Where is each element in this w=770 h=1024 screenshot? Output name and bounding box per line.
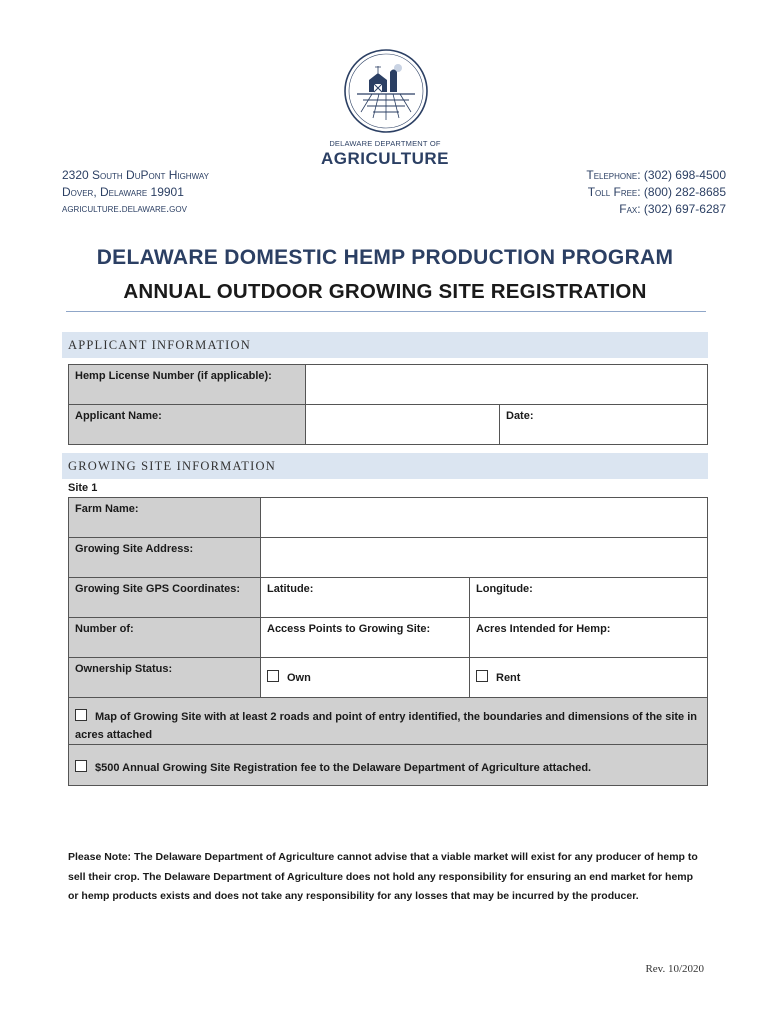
own-checkbox[interactable] [267, 670, 279, 682]
acres-label: Acres Intended for Hemp: [476, 623, 611, 635]
date-field[interactable] [499, 404, 708, 445]
ownership-label: Ownership Status: [68, 657, 261, 698]
growing-site-section-header: GROWING SITE INFORMATION [62, 453, 708, 479]
revision-date: Rev. 10/2020 [645, 963, 704, 975]
farm-name-field[interactable] [260, 497, 708, 538]
program-title: DELAWARE DOMESTIC HEMP PRODUCTION PROGRAM [96, 246, 674, 269]
gps-label: Growing Site GPS Coordinates: [68, 577, 261, 618]
title-divider [66, 311, 706, 312]
website: agriculture.delaware.gov [62, 203, 187, 215]
own-option[interactable] [260, 657, 470, 698]
mailing-address [62, 167, 209, 218]
access-points-field[interactable] [260, 617, 470, 658]
own-label: Own [287, 672, 311, 684]
license-number-label: Hemp License Number (if applicable): [68, 364, 306, 405]
applicant-name-field[interactable] [305, 404, 500, 445]
disclaimer-note: Please Note: The Delaware Department of Agriculture cannot advise that a viable market will exist for any producer of hemp to sell their crop. The Delaware Department of Agriculture does not hold any responsibility for ensuring an end market for hemp or hemp products exists and does not take any responsibility for any losses that may be incurred by the producer. [68, 851, 698, 902]
address-line-1: 2320 South DuPont Highway [62, 168, 209, 182]
agriculture-seal-logo [343, 48, 429, 134]
latitude-label: Latitude: [267, 583, 314, 595]
fee-attachment-item[interactable] [68, 744, 708, 786]
site-address-label: Growing Site Address: [68, 537, 261, 578]
agency-name-large: AGRICULTURE [321, 149, 449, 168]
map-attachment-item[interactable] [68, 697, 708, 745]
acres-field[interactable] [469, 617, 708, 658]
rent-option[interactable] [469, 657, 708, 698]
fee-attachment-label: $500 Annual Growing Site Registration fee to the Delaware Department of Agriculture attached. [95, 762, 592, 774]
telephone: Telephone: (302) 698-4500 [586, 168, 726, 182]
rent-label: Rent [496, 672, 521, 684]
access-points-label: Access Points to Growing Site: [267, 623, 431, 635]
map-attachment-label: Map of Growing Site with at least 2 roads and point of entry identified, the boundaries and dimensions of the site in acres attached [75, 711, 697, 741]
toll-free: Toll Free: (800) 282-8685 [587, 185, 726, 199]
agency-name-small: DELAWARE DEPARTMENT OF [329, 139, 441, 148]
contact-info [586, 167, 726, 218]
fee-checkbox[interactable] [75, 760, 87, 772]
date-label: Date: [506, 410, 534, 422]
address-line-2: Dover, Delaware 19901 [62, 185, 184, 199]
number-of-label: Number of: [68, 617, 261, 658]
longitude-label: Longitude: [476, 583, 533, 595]
site-number-label: Site 1 [68, 482, 98, 494]
map-checkbox[interactable] [75, 709, 87, 721]
longitude-field[interactable] [469, 577, 708, 618]
license-number-field[interactable] [305, 364, 708, 405]
rent-checkbox[interactable] [476, 670, 488, 682]
applicant-name-label: Applicant Name: [68, 404, 306, 445]
latitude-field[interactable] [260, 577, 470, 618]
farm-name-label: Farm Name: [68, 497, 261, 538]
form-title: ANNUAL OUTDOOR GROWING SITE REGISTRATION [123, 280, 647, 303]
site-address-field[interactable] [260, 537, 708, 578]
applicant-section-header: APPLICANT INFORMATION [62, 332, 708, 358]
fax: Fax: (302) 697-6287 [619, 202, 726, 216]
